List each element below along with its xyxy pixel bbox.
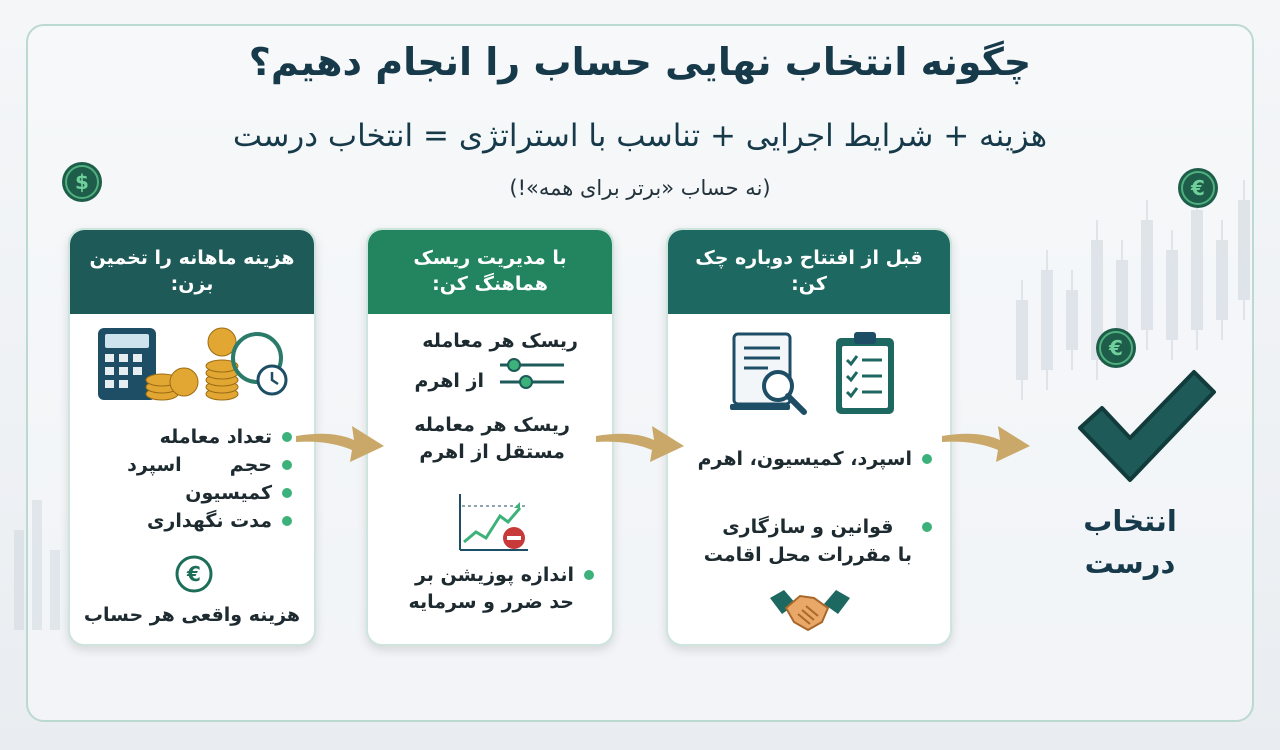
result-label: انتخاب درست xyxy=(1083,504,1177,581)
card-heading: قبل از افتتاح دوباره چک کن: xyxy=(668,230,950,314)
euro-coin-icon xyxy=(174,554,214,594)
card-estimate-monthly-cost xyxy=(68,228,316,646)
card-check-before-opening xyxy=(666,228,952,646)
independent-text: ریسک هر معامله مستقل از اهرم xyxy=(414,414,570,463)
slider-text-2: از اهرم xyxy=(414,370,484,392)
card-heading: هزینه ماهانه را تخمین بزن: xyxy=(70,230,314,314)
euro-symbol: € xyxy=(1191,176,1205,200)
bullet-dot xyxy=(282,516,292,526)
document-search-icon xyxy=(728,330,818,418)
svg-text:€: € xyxy=(187,562,201,586)
bullet-dot xyxy=(922,522,932,532)
card-heading: با مدیریت ریسک هماهنگ کن: xyxy=(368,230,612,314)
bullet-dot xyxy=(584,570,594,580)
clipboard-checklist-icon xyxy=(832,330,898,418)
calculator-coins-clock-icon xyxy=(92,324,292,404)
flow-arrow-icon xyxy=(592,418,688,468)
page-note: (نه حساب «برتر برای همه»!) xyxy=(509,176,771,200)
card-risk-management xyxy=(366,228,614,646)
sliders-icon xyxy=(496,356,568,390)
list-item: اسپرد، کمیسیون، اهرم xyxy=(698,448,932,470)
page-subtitle: هزینه + شرایط اجرایی + تناسب با استراتژی = انتخاب درست xyxy=(232,118,1048,154)
chart-stop-icon xyxy=(456,492,532,554)
slider-text-1: ریسک هر معامله xyxy=(422,330,578,352)
bullet-dot xyxy=(282,488,292,498)
flow-arrow-icon xyxy=(938,418,1034,468)
list-item: تعداد معامله xyxy=(127,426,292,448)
euro-symbol: € xyxy=(1109,336,1123,360)
flow-arrow-icon xyxy=(292,418,388,468)
dollar-symbol: $ xyxy=(75,170,89,194)
bullet-dot xyxy=(282,460,292,470)
euro-coin-icon xyxy=(1094,326,1138,370)
list-item: قوانین و سازگاری با مقررات محل اقامت xyxy=(704,514,932,569)
handshake-icon xyxy=(768,580,852,636)
bullet-dot xyxy=(282,432,292,442)
list-item: مدت نگهداری xyxy=(127,510,292,532)
bullet-dot xyxy=(922,454,932,464)
list-item: کمیسیون xyxy=(127,482,292,504)
list-item: حجم اسپرد xyxy=(127,454,292,476)
page-title: چگونه انتخاب نهایی حساب را انجام دهیم؟ xyxy=(248,40,1032,84)
card-footer: هزینه واقعی هر حساب xyxy=(83,604,301,626)
checkmark-icon xyxy=(1074,368,1218,486)
list-item: اندازه پوزیشن بر حد ضرر و سرمایه xyxy=(409,562,595,615)
background-bars xyxy=(10,470,70,630)
